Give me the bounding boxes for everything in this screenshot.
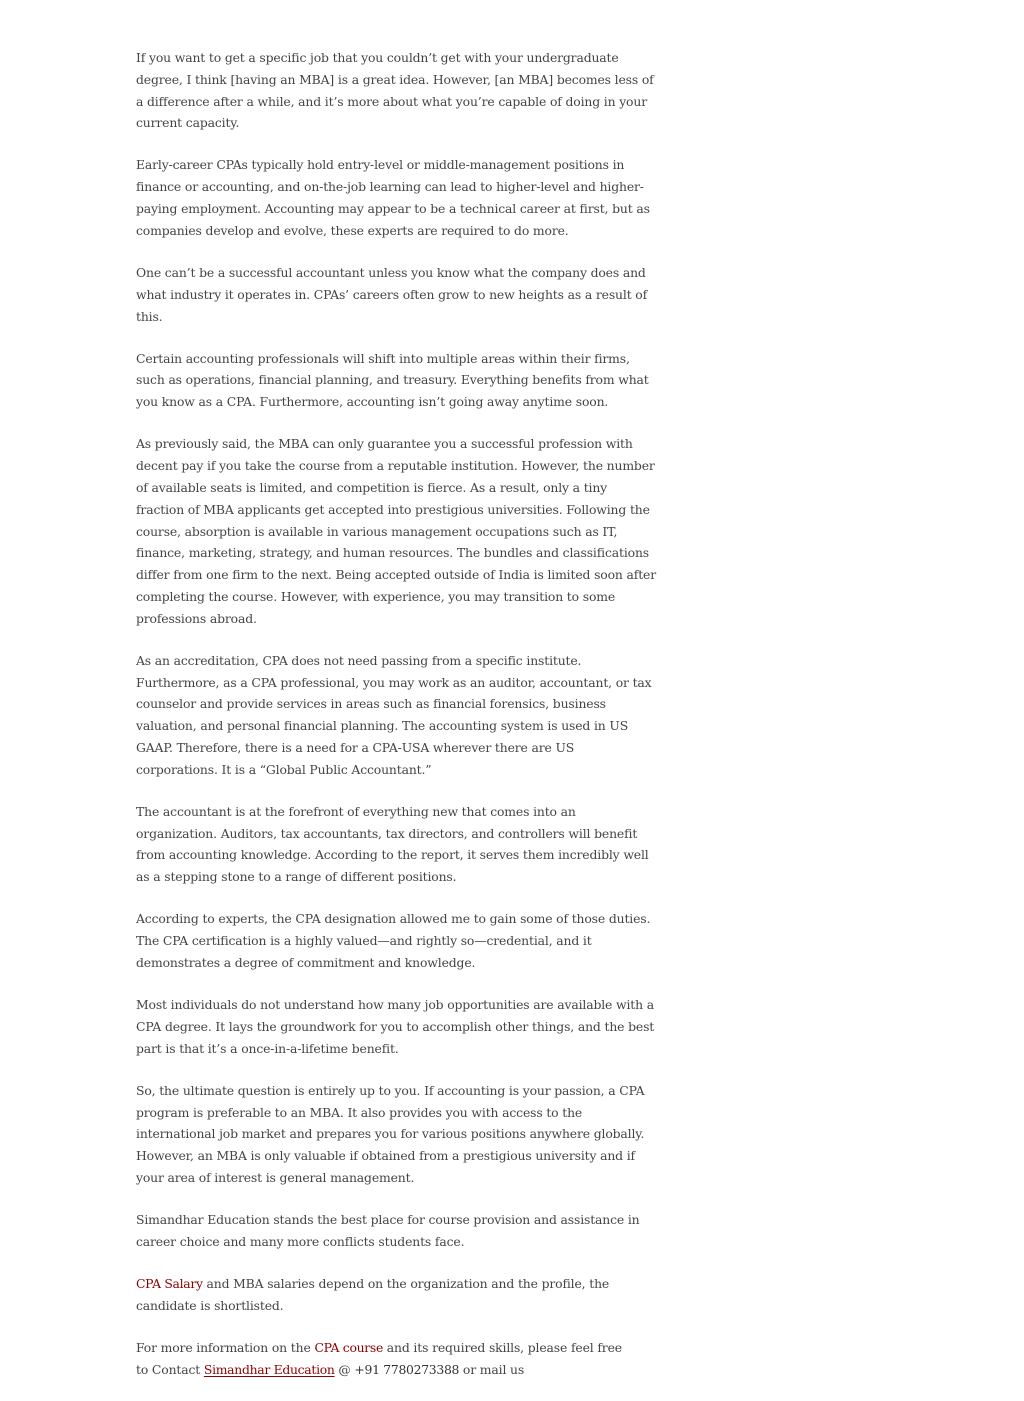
paragraph-successful-accountant: One can’t be a successful accountant unless you know what the company does and what industry it operates in. CPAs’ careers often grow to new heights as a result of this. xyxy=(136,264,648,324)
paragraph-accountant-forefront: The accountant is at the forefront of everything new that comes into an organization. Auditors, tax accountants, tax directors, and controllers will benefit from accounting knowledge. According to the report, it serves them incredibly well as a stepping stone to a range of different positions. xyxy=(136,803,649,885)
contact-line2-prefix: to Contact xyxy=(136,1361,204,1377)
paragraph-salary xyxy=(136,1273,656,1317)
paragraph-cpa-designation: According to experts, the CPA designation allowed me to gain some of those duties. The CPA certification is a highly valued—and rightly so—credential, and it demonstrates a degree of commitment and knowledge. xyxy=(136,911,651,970)
paragraph-simandhar-education: Simandhar Education stands the best place for course provision and assistance in career choice and many more conflicts students face. xyxy=(136,1212,640,1249)
contact-middle: and its required skills, please feel free xyxy=(383,1339,622,1355)
paragraph-early-career-cpas: Early-career CPAs typically hold entry-level or middle-management positions in finance or accounting, and on-the-job learning can lead to higher-level and higher-paying employment. Accounting may appear to be a technical career at first, but as companies develop and evolve, these experts are required to do more. xyxy=(136,157,650,238)
cpa-salary-link[interactable]: CPA Salary xyxy=(136,1275,203,1291)
article-body xyxy=(136,47,656,1401)
paragraph-cpa-accreditation: As an accreditation, CPA does not need passing from a specific institute. Furthermore, as a CPA professional, you may work as an auditor, accountant, or tax counselor and provide services in areas such as financial forensics, business valuation, and personal financial planning. The accounting system is used in US GAAP. Therefore, there is a need for a CPA-USA wherever there are US corporations. It is a “Global Public Accountant.” xyxy=(136,652,652,777)
contact-at: @ xyxy=(334,1361,355,1377)
paragraph-mba-institution: As previously said, the MBA can only guarantee you a successful profession with decent pay if you take the course from a reputable institution. However, the number of available seats is limited, and competition is fierce. As a result, only a tiny fraction of MBA applicants get accepted into prestigious universities. Following the course, absorption is available in various management occupations such as IT, finance, marketing, strategy, and human resources. The bundles and classifications differ from one firm to the next. Being accepted outside of India is limited soon after completing the course. However, with experience, you may transition to some professions abroad. xyxy=(136,436,656,626)
paragraph-contact xyxy=(136,1337,656,1381)
contact-phone: +91 7780273388 xyxy=(354,1361,460,1377)
paragraph-mba-specific-job: If you want to get a specific job that you couldn’t get with your undergraduate degree, I think [having an MBA] is a great idea. However, [an MBA] becomes less of a difference after a while, and it’s more about what you’re capable of doing in your current capacity. xyxy=(136,50,654,131)
simandhar-education-link[interactable]: Simandhar Education xyxy=(203,1361,335,1377)
cpa-course-link[interactable]: CPA course xyxy=(314,1339,383,1355)
contact-prefix: For more information on the xyxy=(136,1339,315,1355)
paragraph-job-opportunities: Most individuals do not understand how many job opportunities are available with a CPA degree. It lays the groundwork for you to accomplish other things, and the best part is that it’s a once-in-a-lifetime benefit. xyxy=(136,997,655,1056)
paragraph-multiple-areas: Certain accounting professionals will shift into multiple areas within their firms, such as operations, financial planning, and treasury. Everything benefits from what you know as a CPA. Furthermore, accounting isn’t going away anytime soon. xyxy=(136,350,649,410)
paragraph-ultimate-question: So, the ultimate question is entirely up to you. If accounting is your passion, a CPA program is preferable to an MBA. It also provides you with access to the international job market and prepares you for various positions anywhere globally. However, an MBA is only valuable if obtained from a prestigious university and if your area of interest is general management. xyxy=(136,1082,645,1185)
salary-text: and MBA salaries depend on the organization and the profile, the candidate is shortlisted. xyxy=(136,1275,610,1313)
contact-suffix: or mail us xyxy=(459,1361,525,1377)
